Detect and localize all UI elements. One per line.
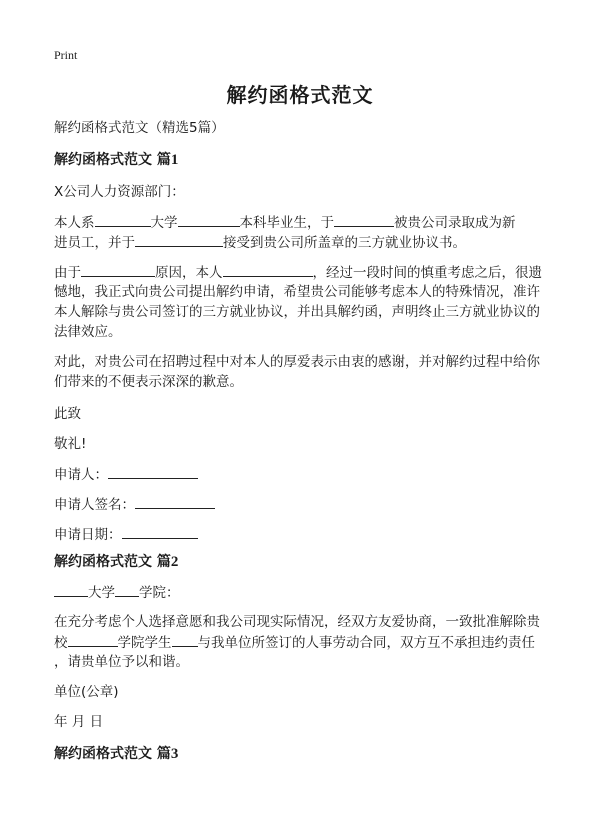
fill-blank-major [178, 212, 240, 227]
section-2-heading-number: 2 [170, 554, 179, 570]
text-fragment: 被贵公司录取成为新 [394, 215, 516, 231]
unit-seal-line: 单位(公章) [54, 684, 119, 700]
text-fragment: 原因，本人 [155, 265, 223, 281]
fill-blank-student [172, 632, 198, 647]
university-line [54, 582, 550, 603]
section-2-heading [54, 552, 550, 572]
fill-blank-applicant [108, 464, 198, 479]
section-3-heading-text: 解约函格式范文 篇 [54, 746, 171, 762]
document-subtitle: 解约函格式范文（精选5篇） [54, 120, 225, 136]
signature-label: 申请人签名： [54, 497, 135, 513]
fill-blank-university-2 [54, 582, 88, 597]
section-3-heading [54, 744, 550, 764]
signature-line [54, 494, 550, 515]
fill-blank-application-date [122, 524, 198, 539]
fill-blank-detail [223, 262, 313, 277]
text-fragment: 接受到贵公司所盖章的三方就业协议书。 [223, 235, 466, 251]
fill-blank-university [95, 212, 151, 227]
text-fragment: 校 [54, 635, 68, 651]
paragraph-1-line-1 [54, 212, 550, 233]
text-fragment: 与我单位所签订的人事劳动合同，双方互不承担违约责任 [197, 635, 535, 651]
fill-blank-reason [81, 262, 155, 277]
paragraph-2-line-3: 本人解除与贵公司签订的三方就业协议，并出具解约函，声明终止三方就业协议的 [54, 304, 540, 320]
section-1-heading-text: 解约函格式范文 篇 [54, 152, 171, 168]
paragraph-2-line-1 [54, 262, 550, 283]
fill-blank-college [115, 582, 139, 597]
closing-salutation: 此致 [54, 406, 81, 422]
fill-blank-date-2 [135, 232, 223, 247]
paragraph-3-line-2: 们带来的不便表示深深的歉意。 [54, 374, 243, 390]
paragraph-3-line-1: 对此，对贵公司在招聘过程中对本人的厚爱表示由衷的感谢，并对解约过程中给你 [54, 354, 540, 370]
text-fragment: 由于 [54, 265, 81, 281]
recipient-line: X公司人力资源部门： [54, 184, 185, 200]
paragraph-1-line-2 [54, 232, 550, 253]
text-fragment: 学院学生 [117, 635, 172, 651]
applicant-label: 申请人： [54, 467, 108, 483]
applicant-line [54, 464, 550, 485]
text-fragment: ，经过一段时间的慎重考虑之后，很遗 [312, 265, 542, 281]
text-fragment: 大学 [88, 585, 115, 601]
section-2-paragraph-line-2 [54, 632, 550, 653]
application-date-label: 申请日期： [54, 527, 122, 543]
fill-blank-date [334, 212, 394, 227]
paragraph-2-line-2: 憾地，我正式向贵公司提出解约申请，希望贵公司能够考虑本人的特殊情况，准许 [54, 284, 540, 300]
text-fragment: 本人系 [54, 215, 95, 231]
text-fragment: 本科毕业生，于 [239, 215, 334, 231]
closing-regards: 敬礼! [54, 436, 87, 452]
section-3-heading-number: 3 [170, 746, 179, 762]
section-2-paragraph-line-1: 在充分考虑个人选择意愿和我公司现实际情况，经双方友爱协商，一致批准解除贵 [54, 614, 540, 630]
print-label[interactable]: Print [54, 48, 78, 62]
section-2-paragraph-line-3: ，请贵单位予以和谐。 [54, 654, 189, 670]
fill-blank-school [68, 632, 118, 647]
section-1-heading [54, 150, 550, 170]
text-fragment: 大学 [150, 215, 178, 231]
fill-blank-signature [135, 494, 215, 509]
document-title: 解约函格式范文 [226, 83, 374, 107]
section-2-date-line: 年 月 日 [54, 714, 104, 730]
section-2-heading-text: 解约函格式范文 篇 [54, 554, 171, 570]
application-date-line [54, 524, 550, 545]
text-fragment: 进员工，并于 [54, 235, 135, 251]
paragraph-2-line-4: 法律效应。 [54, 324, 122, 340]
text-fragment: 学院： [139, 585, 180, 601]
section-1-heading-number: 1 [170, 152, 179, 168]
